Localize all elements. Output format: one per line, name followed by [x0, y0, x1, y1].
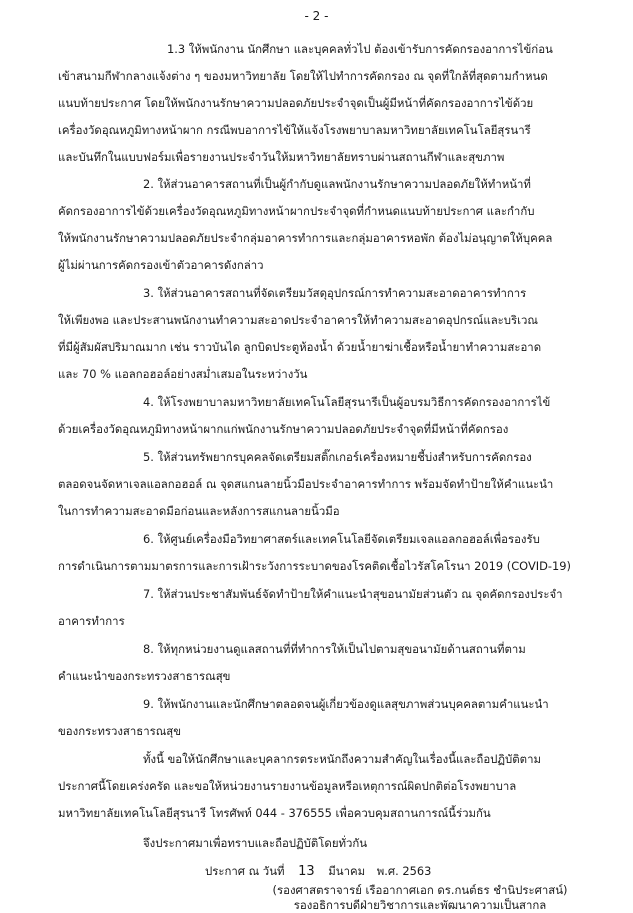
closing-line-2: ประกาศนี้โดยเคร่งครัด และขอให้หน่วยงานรายงานข้อมูลหรือเหตุการณ์ผิดปกติต่อโรงพยาบาล [58, 779, 517, 793]
date-month: มีนาคม [328, 864, 366, 878]
item-6-line-1: 6. ให้ศูนย์เครื่องมือวิทยาศาสตร์และเทคโนโลยีจัดเตรียมเจลแอลกอฮอล์เพื่อรองรับ [143, 532, 540, 546]
item-3-line-2: ให้เพียงพอ และประสานพนักงานทำความสะอาดประจำอาคารให้ทำความสะอาดอุปกรณ์และบริเวณ [58, 313, 538, 327]
item-2-line-4: ผู้ไม่ผ่านการคัดกรองเข้าตัวอาคารดังกล่าว [58, 258, 264, 272]
item-1-3-line-3: แนบท้ายประกาศ โดยให้พนักงานรักษาความปลอดภัยประจำจุดเป็นผู้มีหน้าที่คัดกรองอาการไข้ด้วย [58, 96, 534, 110]
item-5-line-2: ตลอดจนจัดหาเจลแอลกอฮอล์ ณ จุดสแกนลายนิ้วมือประจำอาคารทำการ พร้อมจัดทำป้ายให้คำแนะนำ [58, 477, 554, 491]
announce-line: จึงประกาศมาเพื่อทราบและถือปฏิบัติโดยทั่วกัน [143, 836, 368, 850]
item-8-line-2: คำแนะนำของกระทรวงสาธารณสุข [58, 669, 231, 683]
item-2-line-1: 2. ให้ส่วนอาคารสถานที่เป็นผู้กำกับดูแลพนักงานรักษาความปลอดภัยให้ทำหน้าที่ [143, 177, 531, 191]
item-1-3-line-2: เข้าสนามกีฬากลางแจ้งต่าง ๆ ของมหาวิทยาลัย โดยให้ไปทำการคัดกรอง ณ จุดที่ใกล้ที่สุดตามกำหนด [58, 69, 548, 83]
item-2-line-3: ให้พนักงานรักษาความปลอดภัยประจำกลุ่มอาคารทำการและกลุ่มอาคารหอพัก ต้องไม่อนุญาตให้บุคคล [58, 231, 553, 245]
item-3-line-4: และ 70 % แอลกอฮอล์อย่างสม่ำเสมอในระหว่างวัน [58, 367, 308, 381]
item-6-line-2: การดำเนินการตามมาตรการและการเฝ้าระวังการระบาดของโรคติดเชื้อไวรัสโคโรนา 2019 (COVID-19) [58, 559, 571, 573]
item-1-3-line-1: 1.3 ให้พนักงาน นักศึกษา และบุคคลทั่วไป ต้องเข้ารับการคัดกรองอาการไข้ก่อน [167, 42, 553, 56]
signatory-position: รองอธิการบดีฝ่ายวิชาการและพัฒนาความเป็นสากล [293, 898, 547, 912]
item-5-line-1: 5. ให้ส่วนทรัพยากรบุคคลจัดเตรียมสติ๊กเกอร์เครื่องหมายชี้บ่งสำหรับการคัดกรอง [143, 450, 532, 464]
item-4-line-1: 4. ให้โรงพยาบาลมหาวิทยาลัยเทคโนโลยีสุรนารีเป็นผู้อบรมวิธีการคัดกรองอาการไข้ [143, 395, 551, 409]
closing-line-1: ทั้งนี้ ขอให้นักศึกษาและบุคลากรตระหนักถึงความสำคัญในเรื่องนี้และถือปฏิบัติตาม [143, 752, 541, 766]
item-9-line-1: 9. ให้พนักงานและนักศึกษาตลอดจนผู้เกี่ยวข้องดูแลสุขภาพส่วนบุคคลตามคำแนะนำ [143, 697, 549, 711]
date-day: 13 [298, 864, 315, 879]
item-9-line-2: ของกระทรวงสาธารณสุข [58, 724, 182, 738]
item-7-line-1: 7. ให้ส่วนประชาสัมพันธ์จัดทำป้ายให้คำแนะนำสุขอนามัยส่วนตัว ณ จุดคัดกรองประจำ [143, 587, 563, 601]
item-8-line-1: 8. ให้ทุกหน่วยงานดูแลสถานที่ที่ทำการให้เป็นไปตามสุขอนามัยด้านสถานที่ตาม [143, 642, 526, 656]
item-2-line-2: คัดกรองอาการไข้ด้วยเครื่องวัดอุณหภูมิทางหน้าผากประจำจุดที่กำหนดแนบท้ายประกาศ และกำกับ [58, 204, 535, 218]
item-5-line-3: ในการทำความสะอาดมือก่อนและหลังการสแกนลายนิ้วมือ [58, 504, 340, 518]
date-prefix: ประกาศ ณ วันที่ [205, 864, 285, 878]
item-3-line-1: 3. ให้ส่วนอาคารสถานที่จัดเตรียมวัสดุอุปกรณ์การทำความสะอาดอาคารทำการ [143, 286, 527, 300]
page-number: - 2 - [304, 9, 329, 23]
closing-line-3: มหาวิทยาลัยเทคโนโลยีสุรนารี โทรศัพท์ 044 - 376555 เพื่อควบคุมสถานการณ์นี้ร่วมกัน [58, 806, 491, 820]
item-3-line-3: ที่มีผู้สัมผัสปริมาณมาก เช่น ราวบันได ลูกบิดประตูห้องน้ำ ด้วยน้ำยาฆ่าเชื้อหรือน้ำยาทำความสะอาด [58, 340, 542, 354]
item-1-3-line-4: เครื่องวัดอุณหภูมิทางหน้าผาก กรณีพบอาการไข้ให้แจ้งโรงพยาบาลมหาวิทยาลัยเทคโนโลยีสุรนารี [58, 123, 531, 137]
signatory-name: (รองศาสตราจารย์ เรืออากาศเอก ดร.กนต์ธร ชำนิประศาสน์) [272, 883, 568, 897]
item-1-3-line-5: และบันทึกในแบบฟอร์มเพื่อรายงานประจำวันให้มหาวิทยาลัยทราบผ่านสถานกีฬาและสุขภาพ [58, 150, 505, 164]
date-year: พ.ศ. 2563 [376, 864, 432, 878]
item-4-line-2: ด้วยเครื่องวัดอุณหภูมิทางหน้าผากแก่พนักงานรักษาความปลอดภัยประจำจุดที่มีหน้าที่คัดกรอง [58, 422, 509, 436]
date-line [205, 863, 431, 880]
item-7-line-2: อาคารทำการ [58, 614, 125, 628]
